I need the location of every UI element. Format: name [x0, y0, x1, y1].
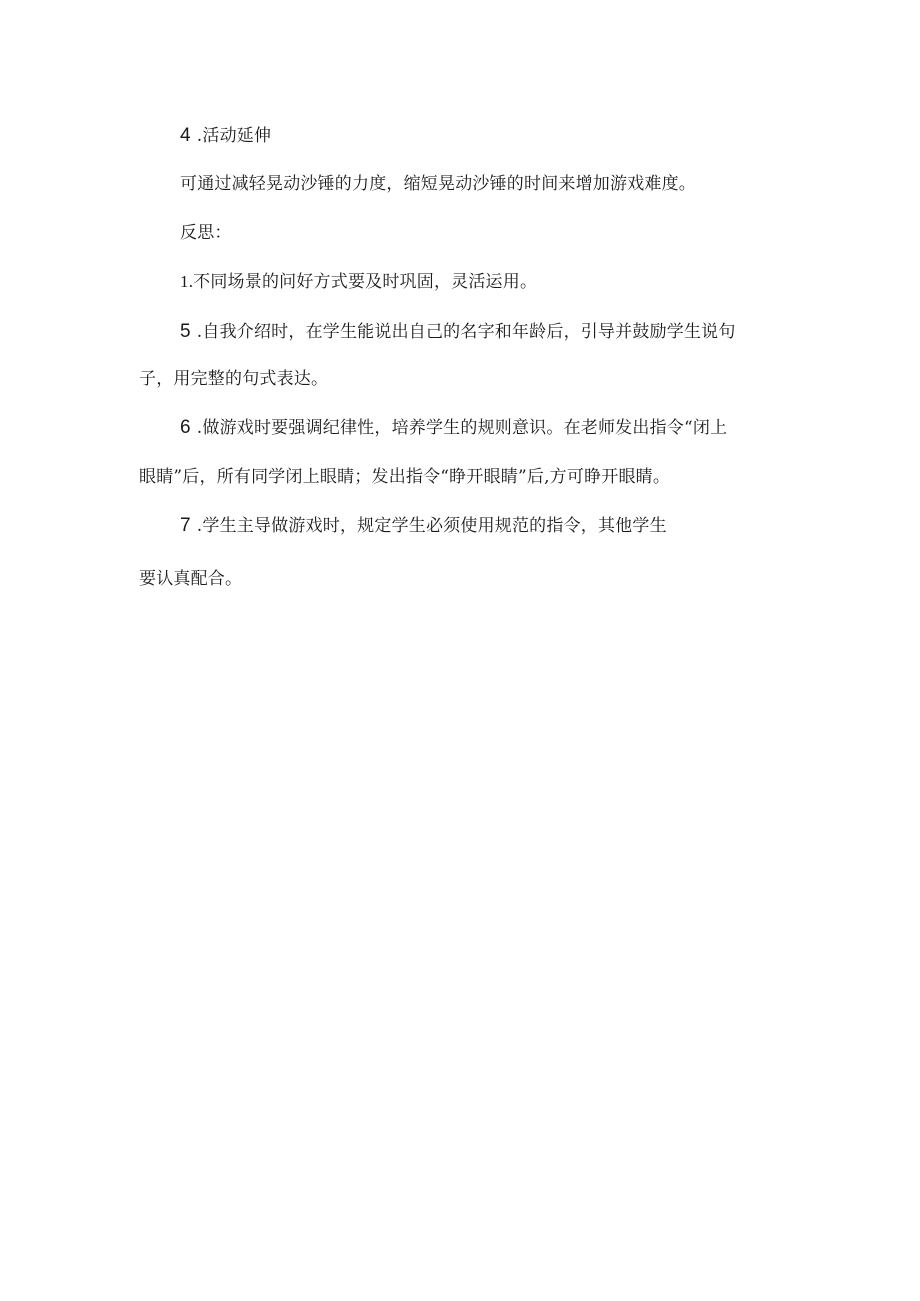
reflection-item-7-line-2 [139, 567, 242, 591]
heading-reflection [180, 221, 232, 245]
heading-activity-extension [180, 124, 271, 148]
reflection-item-6-line-1 [180, 416, 727, 440]
item-text: 眼睛”后，所有同学闭上眼睛；发出指令“睁开眼睛”后,方可睁开眼睛。 [139, 467, 671, 487]
item-text: 要认真配合。 [139, 569, 243, 589]
paragraph-text: 可通过减轻晃动沙锤的力度，缩短晃动沙锤的时间来增加游戏难度。 [180, 174, 696, 194]
item-text: 不同场景的问好方式要及时巩固，灵活运用。 [193, 272, 538, 292]
reflection-item-6-line-2 [139, 465, 670, 489]
reflection-item-5-line-1 [180, 320, 736, 344]
item-number: 7 [180, 515, 191, 536]
reflection-item-5-line-2 [139, 367, 328, 391]
item-text: 子，用完整的句式表达。 [139, 369, 329, 389]
item-text: .做游戏时要强调纪律性，培养学生的规则意识。在老师发出指令“闭上 [196, 418, 728, 438]
item-text: .自我介绍时，在学生能说出自己的名字和年龄后，引导并鼓励学生说句 [196, 322, 736, 342]
item-text: .学生主导做游戏时，规定学生必须使用规范的指令，其他学生 [196, 516, 667, 536]
reflection-item-7-line-1 [180, 514, 667, 538]
item-number: 6 [180, 417, 191, 438]
heading-text: .活动延伸 [196, 126, 272, 146]
item-number: 4 [180, 125, 191, 146]
heading-text: 反思： [180, 223, 232, 243]
item-number: 5 [180, 321, 191, 342]
paragraph-extension-detail [180, 172, 696, 196]
item-number: 1. [180, 272, 194, 291]
reflection-item-1 [180, 270, 537, 294]
